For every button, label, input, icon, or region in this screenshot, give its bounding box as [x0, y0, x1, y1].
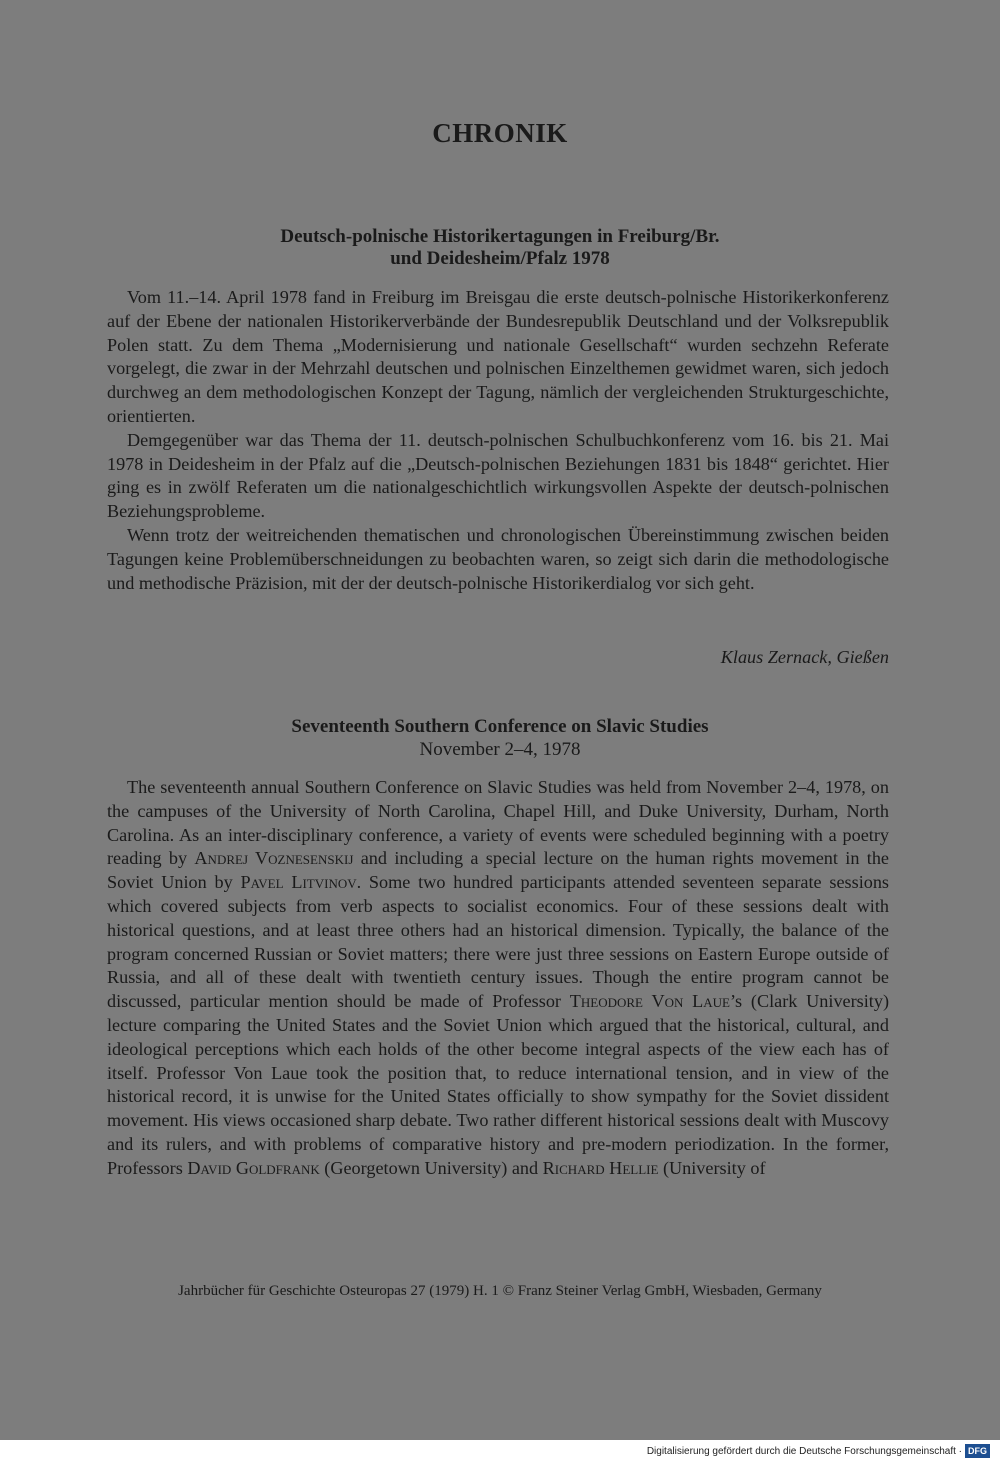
- text-run: (University of: [658, 1157, 766, 1178]
- section2-title: Seventeenth Southern Conference on Slavic Studies: [291, 716, 709, 737]
- section1-body: [107, 286, 889, 595]
- section1-title-line1: Deutsch-polnische Historikertagungen in Freiburg/Br.: [280, 226, 720, 247]
- author-signature: Klaus Zernack, Gießen: [720, 647, 889, 667]
- person-name: Pavel Litvinov: [240, 872, 357, 893]
- text-run: The seventeenth annual Southern Conference on Slavic Studies was held from November 2–4, 1978, on the campuses of the University of North Carolina, Chapel Hill, and Duke University, Durham, North Carolina. As an inter-disciplinary conference, a variety of events were scheduled beginning with a poetry reading by: [107, 777, 889, 869]
- text-run: and including a special lecture on the human rights movement in the Soviet Union by: [107, 848, 889, 893]
- section2-paragraph-1: [107, 776, 889, 1181]
- text-run: ’s (Clark University) lecture comparing the United States and the Soviet Union which argued that the historical, cultural, and ideological perceptions which each holds of the other become integral aspects of the view each has of itself. Professor Von Laue took the position that, to reduce international tension, and in view of the historical record, it is unwise for the United States officially to show sympathy for the Soviet dissident movement. His views occasioned sharp debate. Two rather different historical sessions dealt with Muscovy and its rulers, and with problems of comparative history and pre-modern periodization. In the former, Professors: [107, 991, 890, 1178]
- text-run: (Georgetown University) and: [319, 1157, 543, 1178]
- dfg-logo-icon: DFG: [965, 1444, 990, 1458]
- section1-paragraph-1: Vom 11.–14. April 1978 fand in Freiburg im Breisgau die erste deutsch-polnische Historikerkonferenz auf der Ebene der nationalen Historikerverbände der Bundesrepublik Deutschland und der Volksrepublik Polen statt. Zu dem Thema „Modernisierung und nationale Gesellschaft“ wurden sechzehn Referate vorgelegt, die zwar in der Mehrzahl deutschen und polnischen Einzelthemen gewidmet waren, sich jedoch durchweg an dem methodologischen Konzept der Tagung, nämlich der vergleichenden Strukturgeschichte, orientierten.: [107, 287, 889, 426]
- text-run: . Some two hundred participants attended seventeen separate sessions which covered subjects from verb aspects to socialist economics. Four of these sessions dealt with historical questions, and at least three others had an historical dimension. Typically, the balance of the program concerned Russian or Soviet matters; there were just three sessions on Eastern Europe outside of Russia, and all of these dealt with twentieth century issues. Though the entire program cannot be discussed, particular mention should be made of Professor: [107, 872, 890, 1012]
- person-name: Theodore Von Laue: [569, 991, 730, 1012]
- page-heading: CHRONIK: [432, 118, 568, 148]
- person-name: David Goldfrank: [187, 1157, 320, 1178]
- section2-subtitle: November 2–4, 1978: [419, 739, 581, 760]
- section1-title-line2: und Deidesheim/Pfalz 1978: [390, 248, 610, 269]
- digitization-credit-text: Digitalisierung gefördert durch die Deutsche Forschungsgemeinschaft ·: [646, 1445, 962, 1457]
- section1-paragraph-2: Demgegenüber war das Thema der 11. deutsch-polnischen Schulbuchkonferenz vom 16. bis 21. Mai 1978 in Deidesheim in der Pfalz auf die „Deutsch-polnischen Beziehungen 1831 bis 1848“ gerichtet. Hier ging es in zwölf Referaten um die nationalgeschichtlich wirkungsvollen Aspekte der deutsch-polnischen Beziehungsprobleme.: [107, 429, 889, 522]
- person-name: Andrej Voznesenskij: [194, 848, 354, 869]
- section1-paragraph-3: Wenn trotz der weitreichenden thematischen und chronologischen Übereinstimmung zwischen beiden Tagungen keine Problemüberschneidungen zu beobachten waren, so zeigt sich darin die methodologische und methodische Präzision, mit der der deutsch-polnische Historikerdialog vor sich geht.: [107, 524, 889, 593]
- section2-body: [107, 776, 889, 1181]
- digitization-credit: [647, 1444, 990, 1458]
- journal-citation: Jahrbücher für Geschichte Osteuropas 27 (1979) H. 1 © Franz Steiner Verlag GmbH, Wiesbaden, Germany: [178, 1283, 822, 1299]
- person-name: Richard Hellie: [542, 1157, 659, 1178]
